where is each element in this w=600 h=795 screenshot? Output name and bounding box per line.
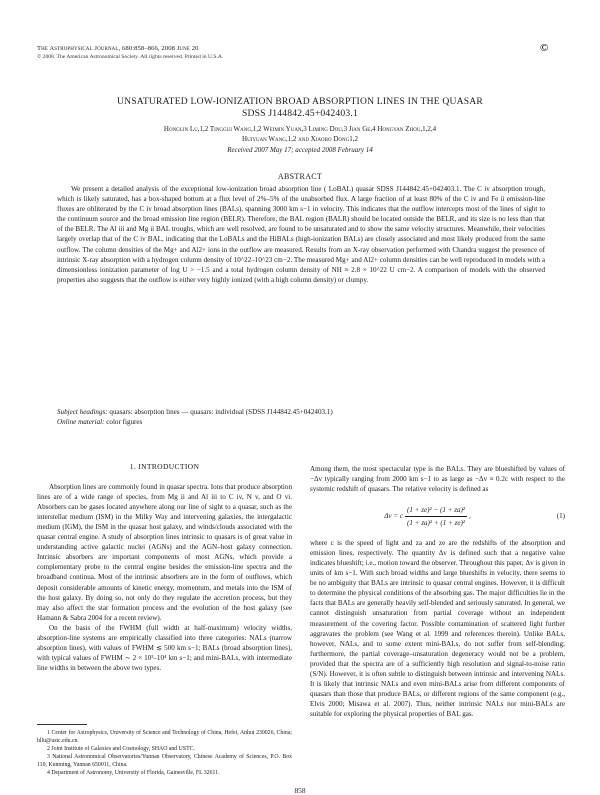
abstract-text: We present a detailed analysis of the exceptional low-ionization broad absorption line ( LoBAL) quasar SDSS J144842.45+042403.1. The C iv absorption trough, which is likely saturated, has a box-shaped bottom at a flux level of 2%–5% of the unabsorbed flux. A large fraction of at least 80% of the C iv and Fe ii emission-line fluxes are obliterated by the C iv broad absorption lines (BALs), spanning 3000 km s−1 in velocity. This indicates that the outflow intercepts most of the lines of sight to the continuum source and the broad emission line region (BELR). Therefore, the BAL region (BALR) should be located outside the BELR, and its size is no less than that of the BELR. The Al iii and Mg ii BAL troughs, which are well resolved, are found to be unsaturated and to show the same velocity structures. Meanwhile, their velocities largely overlap that of the C iv BAL, indicating that the LoBALs and the HiBALs (high-ionization BALs) are closely associated and most likely produced from the same outflow. The column densities of the Mg+ and Al2+ ions in the outflow are measured. Results from an X-ray observation performed with Chandra suggest the presence of intrinsic X-ray absorption with a hydrogen column density of 10^22–10^23 cm−2. The measured Mg+ and Al2+ column densities can be well reproduced in models with a dimensionless ionization parameter of log U > −1.5 and a total hydrogen column density of NH ≈ 2.8 × 10^22 U cm−2. A comparison of models with the observed properties also suggests that the outflow is either very highly ionized (with a high column density) or clumpy. [57, 185, 545, 284]
journal-line: The Astrophysical Journal, 680:858–866, 2008 June 20 [37, 45, 199, 52]
footnote-4: 4 Department of Astronomy, University of Florida, Gainesville, FL 32611. [47, 770, 220, 776]
footnotes [37, 729, 292, 777]
equation-1 [310, 498, 565, 534]
authors-line-2: Huiyuan Wang,1,2 and Xiaobo Dong1,2 [242, 135, 358, 143]
section-heading: 1. INTRODUCTION [129, 462, 200, 471]
paper-title [40, 96, 560, 120]
equation-number: (1) [556, 512, 565, 521]
copyright-icon: © [540, 42, 549, 54]
equation-denominator: (1 + za)² + (1 + ze)² [407, 518, 466, 527]
right-paragraph-2: where c is the speed of light and za and ze are the redshifts of the absorption and emission lines, respectively. The quantity Δv is defined such that a negative value indicates blueshift; i.e., motion toward the observer. Throughout this paper, Δv is given in units of km s−1. With such broad widths and large blueshifts in velocity, there seems to be no ambiguity that BALs are intrinsic to quasar central engines. However, it is difficult to determine the physical conditions of the absorbing gas. The major difficulties lie in the facts that BALs are generally heavily self-blended and seriously saturated. In general, we cannot distinguish unsaturation from partial coverage without an independent measurement of the covering factor. Possible contamination of scattered light further aggravates the problem (see Wang et al. 1999 and references therein). Unlike BALs, however, NALs, and to some extent mini-BALs, do not suffer from self-blending; furthermore, the partial coverage–unsaturation degeneracy would not be a problem, provided that the spectra are of a sufficiently high resolution and signal-to-noise ratio (S/N). However, it is often subtle to distinguish between intrinsic and intervening NALs. It is likely that intrinsic NALs and even mini-BALs arise from different components of quasars than those that produce BALs, or different regions of the same component (e.g., Elvis 2000; Misawa et al. 2007). Thus, neither intrinsic NALs nor mini-BALs are suitable for exploring the physical properties of BAL gas. [310, 539, 565, 718]
online-label: Online material: [57, 418, 105, 426]
subject-headings [57, 407, 545, 427]
right-column [310, 464, 565, 719]
equation-lhs: Δv = c [384, 512, 403, 521]
author-list [40, 124, 560, 144]
received-dates: Received 2007 May 17; accepted 2008 February 14 [227, 146, 373, 154]
equation-numerator: (1 + ze)² − (1 + za)² [405, 505, 467, 517]
footnote-1: 1 Center for Astrophysics, University of Science and Technology of China, Hefei, Anhui 230026, China; hllu@ustc.edu.cn. [37, 730, 292, 744]
authors-line-1: Honglin Lu,1,2 Tinggui Wang,1,2 Weimin Yuan,3 Liming Dou,3 Jian Ge,4 Hongyan Zhou,1,2,4 [163, 125, 437, 133]
subject-text: quasars: absorption lines — quasars: individual (SDSS J144842.45+042403.1) [109, 408, 333, 416]
abstract-heading: ABSTRACT [277, 172, 323, 181]
subject-label: Subject headings: [57, 408, 108, 416]
equation-tail: , [469, 512, 471, 521]
footnote-2: 2 Joint Institute of Galaxies and Cosmology, SHAO and USTC. [47, 746, 195, 752]
title-line-1: UNSATURATED LOW-IONIZATION BROAD ABSORPTION LINES IN THE QUASAR [116, 96, 484, 107]
copyright-line: © 2008. The American Astronomical Society. All rights reserved. Printed in U.S.A. [37, 54, 224, 60]
footnote-rule [37, 724, 87, 725]
online-text: color figures [106, 418, 143, 426]
right-paragraph-1: Among them, the most spectacular type is the BALs. They are blueshifted by values of −Δv typically ranging from 2000 km s−1 to as large as −Δv ≈ 0.2c with respect to the systemic redshift of quasars. The relative velocity is defined as [310, 465, 565, 494]
running-header [37, 44, 457, 62]
title-line-2: SDSS J144842.45+042403.1 [241, 108, 359, 119]
intro-paragraph-2: On the basis of the FWHM (full width at half-maximum) velocity widths, absorption-line systems are empirically classified into three categories: NALs (narrow absorption lines), with values of FWHM ≲ 500 km s−1; BALs (broad absorption lines), with typical values of FWHM ∼ 2 × 10³–10⁴ km s−1; and mini-BALs, with intermediate line widths in between the above two types. [37, 623, 292, 672]
page-number: 858 [294, 786, 306, 795]
footnote-3: 3 National Astronomical Observatories/Yunnan Observatory, Chinese Academy of Sciences, P.O. Box 110, Kunming, Yunnan 650011, China. [37, 754, 292, 768]
left-column [37, 462, 292, 673]
intro-paragraph-1: Absorption lines are commonly found in quasar spectra. Ions that produce absorption lines are of a wide range of species, from Mg ii and Al iii to C iv, N v, and O vi. Absorbers can be gases located anywhere along our line of sight to a quasar, such as the interstellar medium (ISM) in the Milky Way and intervening galaxies, the intergalactic medium (IGM), the ISM in the quasar host galaxy, and winds/clouds associated with the quasar central engine. A study of absorption lines intrinsic to quasars is of great value in understanding active galactic nuclei (AGNs) and the AGN–host galaxy connection. Intrinsic absorbers are important components of most AGNs, which provide a complementary probe to the central engine besides the emission-line spectra and the broadband continua. Most of the intrinsic absorbers are in the form of outflows, which deposit considerable amounts of kinetic energy, momentum, and metals into the ISM of the host galaxy. By doing so, not only do they regulate the accretion process, but they may also affect the star formation process and the evolution of the host galaxy (see Hamann & Sabra 2004 for a recent review). [37, 483, 292, 622]
